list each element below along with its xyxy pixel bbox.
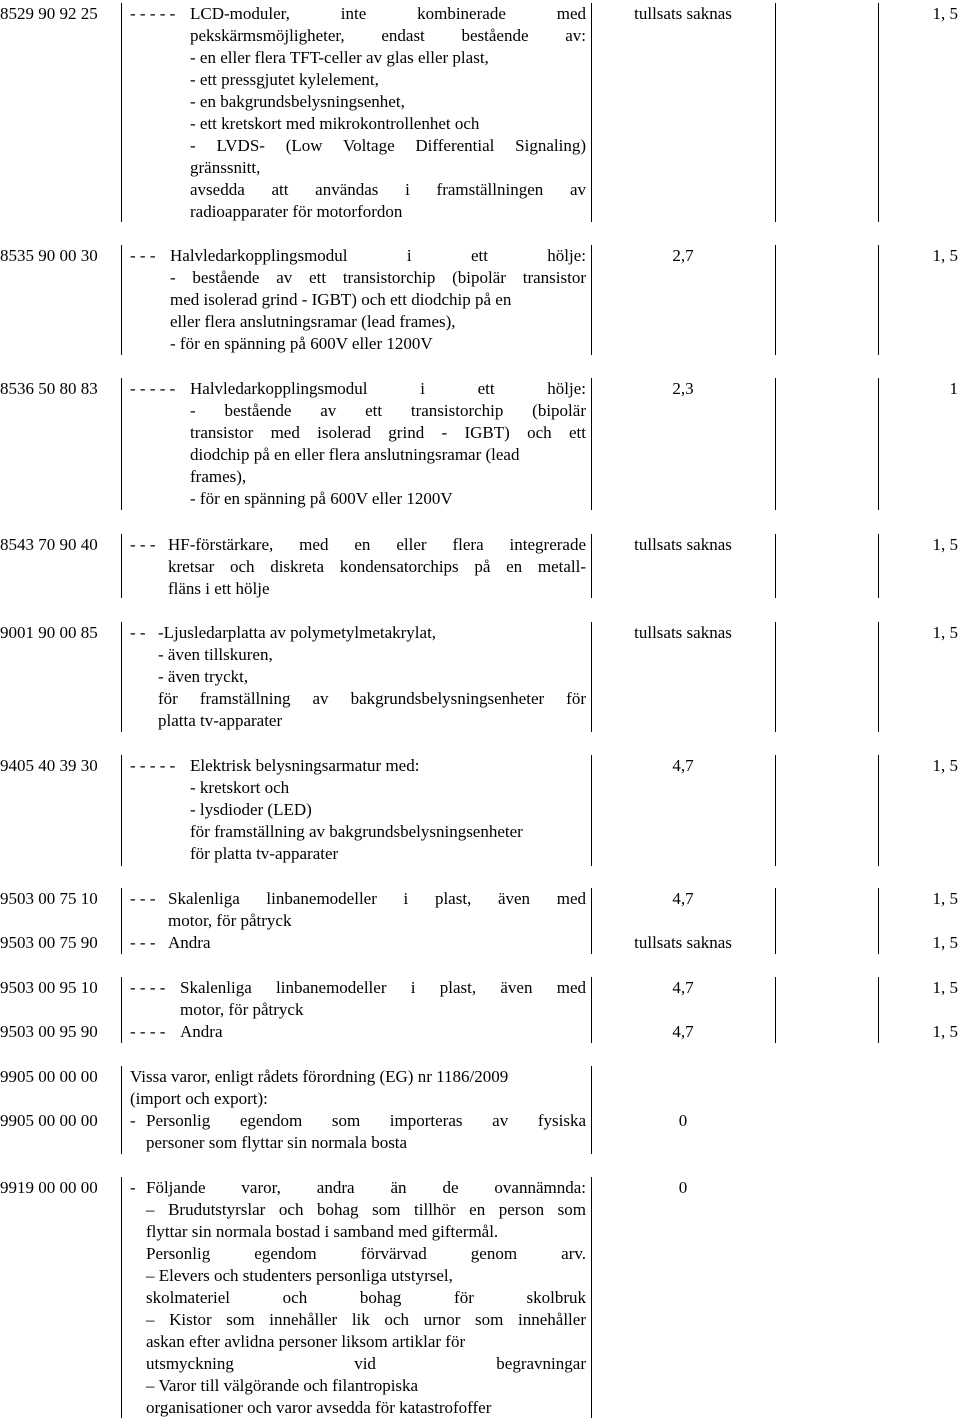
duty-value: 2,7 <box>672 246 694 265</box>
column-separator <box>121 932 122 954</box>
column-separator <box>121 1110 122 1154</box>
column-separator <box>775 932 776 954</box>
column-separator <box>878 977 879 1021</box>
description-line: avsedda att användas i framställningen av <box>190 180 586 199</box>
description-line: skolmateriel och bohag för skolbruk <box>146 1288 586 1307</box>
description-line: - även tryckt, <box>158 667 249 686</box>
hierarchy-dashes: - - - <box>130 933 156 952</box>
column-separator <box>878 378 879 510</box>
description-line: – Elevers och studenters personliga utstyrsel, <box>146 1266 453 1285</box>
description-line: - LVDS- (Low Voltage Differential Signaling) <box>190 136 586 155</box>
description-line: Skalenliga linbanemodeller i plast, även med <box>180 978 586 997</box>
hierarchy-dashes: - - - - - <box>130 756 176 775</box>
column-separator <box>878 245 879 355</box>
description-line: Elektrisk belysningsarmatur med: <box>190 756 420 775</box>
hierarchy-dashes: - - - - - <box>130 379 176 398</box>
cn-code: 8535 90 00 30 <box>0 246 98 265</box>
duty-value: tullsats saknas <box>634 535 732 554</box>
rate-value: 1, 5 <box>932 4 958 23</box>
description-line: - bestående av ett transistorchip (bipolär <box>190 401 586 420</box>
description-line: Halvledarkopplingsmodul i ett hölje: <box>190 379 586 398</box>
column-separator <box>591 1021 592 1043</box>
column-separator <box>878 755 879 866</box>
duty-value: 4,7 <box>672 978 694 997</box>
duty-value: 0 <box>678 1178 688 1197</box>
description-line: HF-förstärkare, med en eller flera integrerade <box>168 535 586 554</box>
cn-code: 8536 50 80 83 <box>0 379 98 398</box>
duty-value: 0 <box>678 1111 688 1130</box>
rate-value: 1, 5 <box>932 978 958 997</box>
description-line: Andra <box>168 933 211 952</box>
description-line: – Brudutstyrslar och bohag som tillhör en person som <box>146 1200 586 1219</box>
rate-value: 1, 5 <box>932 933 958 952</box>
column-separator <box>775 1021 776 1043</box>
column-separator <box>878 1021 879 1043</box>
column-separator <box>591 932 592 954</box>
column-separator <box>121 977 122 1021</box>
description-line: - ett kretskort med mikrokontrollenhet och <box>190 114 480 133</box>
cn-code: 9503 00 95 90 <box>0 1022 98 1041</box>
column-separator <box>591 622 592 732</box>
column-separator <box>591 3 592 222</box>
column-separator <box>591 245 592 355</box>
column-separator <box>878 534 879 598</box>
description-line: flyttar sin normala bostad i samband med giftermål. <box>146 1222 499 1241</box>
description-line: Följande varor, andra än de ovannämnda: <box>146 1178 586 1197</box>
rate-value: 1, 5 <box>932 623 958 642</box>
description-line: platta tv-apparater <box>158 711 283 730</box>
column-separator <box>775 977 776 1021</box>
description-line: frames), <box>190 467 247 486</box>
description-line: – Varor till välgörande och filantropiska <box>146 1376 419 1395</box>
cn-code: 9919 00 00 00 <box>0 1178 98 1197</box>
description-line: - en eller flera TFT-celler av glas eller plast, <box>190 48 489 67</box>
rate-value: 1, 5 <box>932 1022 958 1041</box>
description-line: kretsar och diskreta kondensatorchips på en metall- <box>168 557 586 576</box>
column-separator <box>121 3 122 222</box>
description-line: LCD-moduler, inte kombinerade med <box>190 4 586 23</box>
description-line: - kretskort och <box>190 778 290 797</box>
column-separator <box>121 888 122 932</box>
hierarchy-dashes: - - - <box>130 889 156 908</box>
cn-code: 8529 90 92 25 <box>0 4 98 23</box>
column-separator <box>878 932 879 954</box>
description-line: personer som flyttar sin normala bosta <box>146 1133 408 1152</box>
description-line: Personlig egendom förvärvad genom arv. <box>146 1244 586 1263</box>
description-line: organisationer och varor avsedda för katastrofoffer <box>146 1398 492 1417</box>
column-separator <box>775 888 776 932</box>
description-line: för platta tv-apparater <box>190 844 339 863</box>
description-line: Andra <box>180 1022 223 1041</box>
description-line: utsmyckning vid begravningar <box>146 1354 586 1373</box>
column-separator <box>121 1066 122 1110</box>
column-separator <box>121 245 122 355</box>
description-line: – Kistor som innehåller lik och urnor som innehåller <box>146 1310 586 1329</box>
description-line: askan efter avlidna personer liksom artiklar för <box>146 1332 466 1351</box>
description-line: - för en spänning på 600V eller 1200V <box>170 334 433 353</box>
column-separator <box>121 1021 122 1043</box>
duty-value: 4,7 <box>672 756 694 775</box>
cn-code: 9503 00 75 90 <box>0 933 98 952</box>
column-separator <box>775 245 776 355</box>
description-line: eller flera anslutningsramar (lead frames), <box>170 312 456 331</box>
column-separator <box>775 622 776 732</box>
description-line: motor, för påtryck <box>168 911 292 930</box>
rate-value: 1 <box>949 379 958 398</box>
description-line: - för en spänning på 600V eller 1200V <box>190 489 453 508</box>
column-separator <box>591 755 592 866</box>
column-separator <box>591 534 592 598</box>
duty-value: 4,7 <box>672 889 694 908</box>
hierarchy-dashes: - - - <box>130 246 156 265</box>
description-line: Personlig egendom som importeras av fysiska <box>146 1111 586 1130</box>
column-separator <box>878 622 879 732</box>
column-separator <box>121 534 122 598</box>
hierarchy-dashes: - - - - - <box>130 4 176 23</box>
column-separator <box>121 1177 122 1418</box>
column-separator <box>591 1066 592 1110</box>
column-separator <box>121 622 122 732</box>
duty-value: 4,7 <box>672 1022 694 1041</box>
description-line: gränssnitt, <box>190 158 261 177</box>
rate-value: 1, 5 <box>932 246 958 265</box>
description-line: för framställning av bakgrundsbelysningsenheter för <box>158 689 586 708</box>
cn-code: 8543 70 90 40 <box>0 535 98 554</box>
description-line: (import och export): <box>130 1089 268 1108</box>
description-line: -Ljusledarplatta av polymetylmetakrylat, <box>158 623 437 642</box>
column-separator <box>121 378 122 510</box>
description-line: med isolerad grind - IGBT) och ett diodchip på en <box>170 290 512 309</box>
cn-code: 9905 00 00 00 <box>0 1067 98 1086</box>
cn-code: 9001 90 00 85 <box>0 623 98 642</box>
description-line: transistor med isolerad grind - IGBT) och ett <box>190 423 586 442</box>
cn-code: 9503 00 95 10 <box>0 978 98 997</box>
column-separator <box>591 977 592 1021</box>
description-line: Vissa varor, enligt rådets förordning (EG) nr 1186/2009 <box>130 1067 509 1086</box>
description-line: - även tillskuren, <box>158 645 273 664</box>
column-separator <box>775 755 776 866</box>
hierarchy-dashes: - - - <box>130 535 156 554</box>
column-separator <box>775 534 776 598</box>
description-line: Halvledarkopplingsmodul i ett hölje: <box>170 246 586 265</box>
rate-value: 1, 5 <box>932 889 958 908</box>
column-separator <box>591 888 592 932</box>
column-separator <box>878 3 879 222</box>
hierarchy-dashes: - <box>130 1111 136 1130</box>
description-line: Skalenliga linbanemodeller i plast, även med <box>168 889 586 908</box>
column-separator <box>591 1110 592 1154</box>
cn-code: 9503 00 75 10 <box>0 889 98 908</box>
column-separator <box>591 1177 592 1418</box>
column-separator <box>878 888 879 932</box>
hierarchy-dashes: - - - - <box>130 978 166 997</box>
duty-value: tullsats saknas <box>634 933 732 952</box>
description-line: radioapparater för motorfordon <box>190 202 403 221</box>
hierarchy-dashes: - - - - <box>130 1022 166 1041</box>
column-separator <box>775 378 776 510</box>
description-line: - en bakgrundsbelysningsenhet, <box>190 92 405 111</box>
hierarchy-dashes: - - <box>130 623 146 642</box>
description-line: - bestående av ett transistorchip (bipolär transistor <box>170 268 586 287</box>
description-line: diodchip på en eller flera anslutningsramar (lead <box>190 445 520 464</box>
column-separator <box>591 378 592 510</box>
cn-code: 9405 40 39 30 <box>0 756 98 775</box>
description-line: pekskärmsmöjligheter, endast bestående av: <box>190 26 586 45</box>
column-separator <box>775 3 776 222</box>
hierarchy-dashes: - <box>130 1178 136 1197</box>
cn-code: 9905 00 00 00 <box>0 1111 98 1130</box>
duty-value: 2,3 <box>672 379 694 398</box>
description-line: för framställning av bakgrundsbelysningsenheter <box>190 822 523 841</box>
rate-value: 1, 5 <box>932 756 958 775</box>
description-line: motor, för påtryck <box>180 1000 304 1019</box>
description-line: - lysdioder (LED) <box>190 800 312 819</box>
duty-value: tullsats saknas <box>634 623 732 642</box>
column-separator <box>121 755 122 866</box>
description-line: - ett pressgjutet kylelement, <box>190 70 379 89</box>
duty-value: tullsats saknas <box>634 4 732 23</box>
description-line: fläns i ett hölje <box>168 579 270 598</box>
rate-value: 1, 5 <box>932 535 958 554</box>
